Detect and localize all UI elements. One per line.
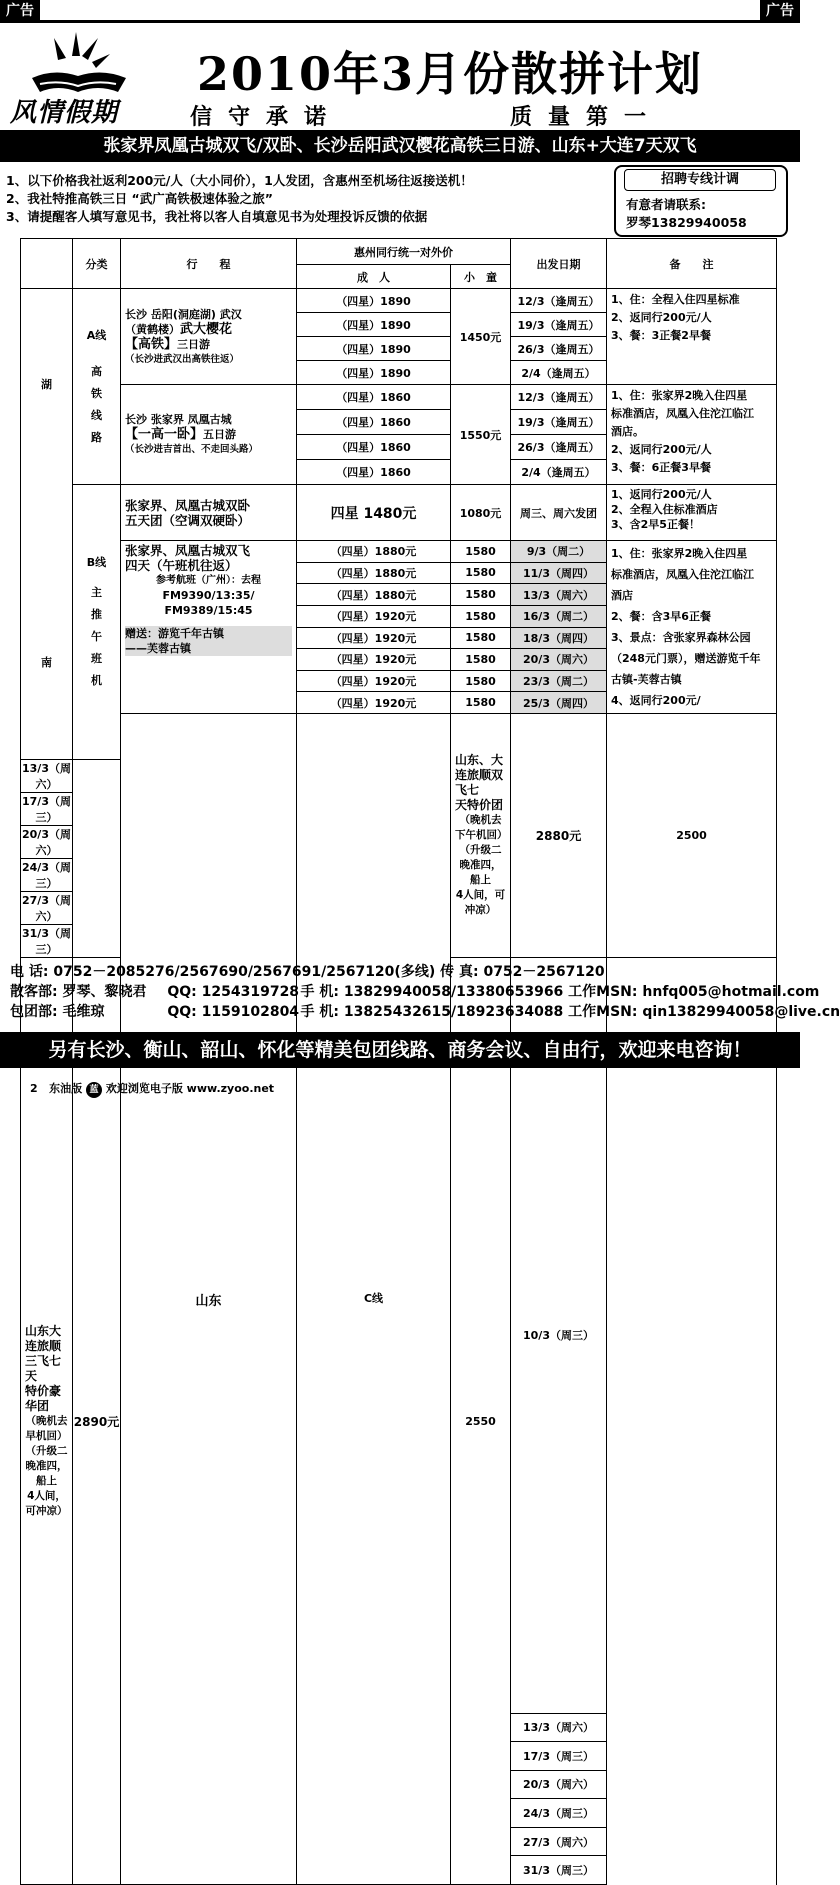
departure-date: 18/3（周四）	[511, 627, 607, 649]
departure-date: 26/3（逢周五）	[511, 435, 607, 460]
flight-info: 参考航班（广州）：去程	[156, 575, 261, 586]
adult-price: （四星）1890	[297, 337, 451, 361]
remark-line: 3、餐：3正餐2早餐	[611, 329, 711, 342]
itinerary-line: 4人间，可冲凉）	[455, 889, 506, 916]
adult-price: （四星）1920元	[297, 627, 451, 649]
contact-dept2-row	[10, 1002, 840, 1022]
remark-line: 2、返同行200元/人	[611, 443, 712, 456]
brand-name: 风情假期	[10, 98, 119, 128]
notes-list	[6, 172, 473, 226]
category-b-sub: 午	[91, 630, 102, 643]
remark-line: 古镇-芙蓉古镇	[611, 673, 682, 686]
category-a-line: A线	[86, 328, 107, 342]
adult-price: （四星）1890	[297, 361, 451, 385]
qq-value: 1254319728	[201, 984, 300, 1000]
child-price: 2500	[607, 714, 777, 958]
flight-info: FM9390/13:35/	[162, 589, 255, 602]
category-b-sub: 主	[91, 586, 102, 599]
gift-line: 赠送：游览千年古镇	[125, 626, 292, 641]
itinerary-line: （晚机去早机回）	[25, 1414, 68, 1442]
flight-info: FM9389/15:45	[164, 604, 253, 617]
site-link[interactable]: 欢迎浏览电子版 www.zyoo.net	[105, 1082, 275, 1095]
child-price: 1450元	[451, 289, 511, 385]
page-number: 2	[30, 1082, 38, 1095]
category-c: C线	[297, 714, 451, 1885]
page-title: 2010年3月份散拼计划	[196, 47, 704, 101]
recruit-contact: 罗琴13829940058	[626, 215, 747, 230]
departure-date: 16/3（周二）	[511, 605, 607, 627]
departure-date: 19/3（逢周五）	[511, 313, 607, 337]
adult-price: （四星）1920元	[297, 670, 451, 692]
remark-line: 3、含2早5正餐！	[611, 518, 700, 531]
remark-a1	[607, 289, 777, 385]
qq-value: 1159102804	[201, 1004, 300, 1020]
category-b	[73, 485, 121, 760]
remark-line: 3、餐：6正餐3早餐	[611, 461, 711, 474]
departure-date: 25/3（周四）	[511, 692, 607, 714]
ad-tag-right: 广告	[760, 0, 800, 22]
note-item: 1、以下价格我社返利200元/人（大小同价），1人发团，含惠州至机场往返接送机！	[6, 173, 473, 188]
itinerary-line: （晚机去下午机回）	[455, 814, 508, 841]
tel-value: 0752－2085276/2567690/2567691/2567120(多线)	[53, 964, 436, 980]
itinerary-a1	[121, 289, 297, 385]
header-remark: 备 注	[607, 239, 777, 289]
adult-price: （四星）1920元	[297, 692, 451, 714]
departure-date: 13/3（周六）	[21, 760, 73, 793]
msn-value[interactable]: qin13829940058@live.cn	[642, 1004, 840, 1020]
child-price: 1580	[451, 562, 511, 584]
departure-date: 20/3（周六）	[511, 1770, 607, 1799]
note-item: 3、请提醒客人填写意见书，我社将以客人自填意见书为处理投诉反馈的依据	[6, 209, 428, 224]
child-price: 1580	[451, 627, 511, 649]
itinerary-line: （长沙进吉首出、不走回头路）	[125, 444, 259, 455]
remark-line: 1、返同行200元/人	[611, 488, 712, 501]
departure-date: 周三、周六发团	[511, 485, 607, 541]
category-a	[73, 289, 121, 485]
fax-value: 0752－2567120	[483, 964, 605, 980]
header-itinerary: 行 程	[121, 239, 297, 289]
departure-date: 24/3（周三）	[21, 859, 73, 892]
mobile-value: 13829940058/13380653966	[343, 984, 564, 1000]
fax-label: 传 真:	[440, 964, 479, 980]
departure-date: 26/3（逢周五）	[511, 337, 607, 361]
top-rule	[0, 20, 800, 23]
itinerary-line: 五天团（空调双硬卧）	[125, 512, 251, 528]
adult-price: 2890元	[73, 958, 121, 1885]
adult-price: 2880元	[511, 714, 607, 958]
motto-quality: 质量第一	[510, 104, 663, 130]
itinerary-line: 长沙 张家界 凤凰古城	[125, 413, 232, 426]
itinerary-b1	[121, 485, 297, 541]
itinerary-line: 张家界、凤凰古城双飞	[125, 543, 251, 558]
mobile-label: 手 机:	[300, 1004, 339, 1020]
contact-block	[10, 962, 840, 1022]
category-b-sub: 机	[91, 674, 102, 687]
remark-line: 3、景点：含张家界森林公园	[611, 631, 751, 644]
qq-label: QQ:	[167, 984, 197, 1000]
header-date: 出发日期	[511, 239, 607, 289]
adult-price: （四星）1920元	[297, 605, 451, 627]
departure-date: 2/4（逢周五）	[511, 460, 607, 485]
departure-date: 17/3（周三）	[21, 793, 73, 826]
child-price: 2550	[451, 958, 511, 1885]
adult-price: （四星）1890	[297, 313, 451, 337]
itinerary-highlight: 【一高一卧】	[125, 427, 204, 442]
departure-date: 13/3（周六）	[511, 584, 607, 606]
remark-line: 4、返同行200元/	[611, 694, 701, 707]
adult-price: （四星）1880元	[297, 584, 451, 606]
category-a-sub: 路	[91, 430, 102, 444]
departure-date: 12/3（逢周五）	[511, 385, 607, 410]
mobile-value: 13825432615/18923634088	[343, 1004, 564, 1020]
recruit-line: 有意者请联系:	[626, 197, 706, 212]
remark-b1	[607, 485, 777, 541]
header-blank	[21, 239, 73, 289]
ad-tag-left: 广告	[0, 0, 40, 22]
departure-date: 13/3（周六）	[511, 1713, 607, 1742]
page-footer	[30, 1080, 274, 1098]
remark-line: 2、全程入住标准酒店	[611, 503, 718, 516]
category-a-sub: 高	[91, 364, 102, 378]
itinerary-line: 五日游	[203, 428, 237, 441]
itinerary-line: 天特价团	[455, 798, 504, 812]
edition-badge-icon: 蓝	[86, 1082, 102, 1098]
departure-date: 9/3（周二）	[511, 541, 607, 563]
region-hunan	[21, 289, 73, 760]
dept-label: 散客部:	[10, 984, 58, 1000]
itinerary-line: 四天（午班机往返）	[125, 558, 238, 573]
adult-price: （四星）1890	[297, 289, 451, 313]
remark-line: 2、餐：含3早6正餐	[611, 610, 711, 623]
itinerary-highlight: 武大樱花	[180, 321, 233, 337]
departure-date: 2/4（逢周五）	[511, 361, 607, 385]
departure-date: 20/3（周六）	[511, 649, 607, 671]
remark-line: （248元门票），赠送游览千年	[611, 652, 761, 665]
departure-date: 17/3（周三）	[511, 1742, 607, 1771]
child-price: 1580	[451, 670, 511, 692]
header-adult: 成 人	[297, 265, 451, 289]
child-price: 1580	[451, 584, 511, 606]
child-price: 1580	[451, 541, 511, 563]
departure-date: 31/3（周三）	[21, 925, 73, 958]
category-a-sub: 铁	[91, 386, 102, 400]
departure-date: 27/3（周六）	[511, 1827, 607, 1856]
remark-line: 1、住：张家界2晚入住四星	[611, 389, 748, 402]
departure-date: 12/3（逢周五）	[511, 289, 607, 313]
header-child: 小 童	[451, 265, 511, 289]
remark-line: 酒店。	[611, 425, 644, 438]
child-price: 1580	[451, 605, 511, 627]
departure-date: 19/3（逢周五）	[511, 410, 607, 435]
itinerary-line: 山东、大连旅顺双飞七	[455, 753, 504, 797]
itinerary-highlight: 【高铁】	[125, 336, 178, 352]
departure-date: 20/3（周六）	[21, 826, 73, 859]
adult-price: （四星）1860	[297, 410, 451, 435]
category-a-sub: 线	[91, 408, 102, 422]
itinerary-a2	[121, 385, 297, 485]
itinerary-line: （黄鹤楼）	[125, 322, 180, 336]
remark-line: 标准酒店，凤凰入住沱江临江	[611, 407, 754, 420]
adult-price: （四星）1860	[297, 385, 451, 410]
departure-date: 10/3（周三）	[511, 958, 607, 1714]
note-item: 2、我社特推高铁三日 “武广高铁极速体验之旅”	[6, 191, 273, 206]
remark-a2	[607, 385, 777, 485]
itinerary-line: 4人间，可冲凉）	[25, 1489, 68, 1517]
remark-b2	[607, 541, 777, 714]
motto-trust: 信守承诺	[190, 104, 343, 130]
departure-date: 24/3（周三）	[511, 1799, 607, 1828]
adult-price: （四星）1920元	[297, 649, 451, 671]
itinerary-line: （长沙进武汉出高铁往返）	[125, 353, 240, 365]
footer-banner: 另有长沙、衡山、韶山、怀化等精美包团线路、商务会议、自由行，欢迎来电咨询！	[0, 1032, 800, 1068]
remark-line: 1、住：全程入住四星标准	[611, 293, 740, 306]
tel-label: 电 话:	[10, 964, 49, 980]
msn-label: 工作MSN:	[568, 984, 638, 1000]
child-price: 1580	[451, 692, 511, 714]
dept-names: 毛维琼	[62, 1004, 105, 1020]
header-price-group: 惠州同行统一对外价	[297, 239, 511, 265]
msn-label: 工作MSN:	[568, 1004, 638, 1020]
adult-price: 四星 1480元	[297, 485, 451, 541]
remark-line: 1、住：张家界2晚入住四星	[611, 547, 748, 560]
remark-line: 酒店	[611, 589, 633, 602]
category-b-line: B线	[86, 556, 107, 569]
itinerary-line: 三日游	[177, 337, 211, 351]
dept-names: 罗琴、黎晓君	[62, 984, 147, 1000]
itinerary-b2	[121, 541, 297, 714]
region-hunan-char: 南	[41, 656, 52, 669]
child-price: 1580	[451, 649, 511, 671]
mobile-label: 手 机:	[300, 984, 339, 1000]
contact-dept1-row	[10, 982, 840, 1002]
departure-date: 11/3（周四）	[511, 562, 607, 584]
route-banner: 张家界凤凰古城双飞/双卧、长沙岳阳武汉樱花高铁三日游、山东+大连7天双飞	[0, 130, 800, 162]
remark-line: 标准酒店，凤凰入住沱江临江	[611, 568, 754, 581]
adult-price: （四星）1860	[297, 460, 451, 485]
child-price: 1550元	[451, 385, 511, 485]
region-shandong: 山东	[121, 714, 297, 1885]
category-b-sub: 推	[91, 608, 102, 621]
recruit-title: 招聘专线计调	[624, 169, 776, 191]
itinerary-c1	[451, 714, 511, 958]
child-price: 1080元	[451, 485, 511, 541]
header-category: 分类	[73, 239, 121, 289]
itinerary-line: 特价豪华团	[25, 1383, 62, 1413]
departure-date: 31/3（周三）	[511, 1856, 607, 1885]
itinerary-line: （升级二晚准四，船上	[25, 1444, 68, 1487]
recruit-box	[614, 165, 788, 237]
itinerary-line: 山东大连旅顺三飞七天	[25, 1323, 62, 1383]
itinerary-line: （升级二晚准四，船上	[459, 844, 502, 886]
msn-value[interactable]: hnfq005@hotmail.com	[642, 984, 820, 1000]
departure-date: 23/3（周二）	[511, 670, 607, 692]
qq-label: QQ:	[167, 1004, 197, 1020]
dept-label: 包团部:	[10, 1004, 58, 1020]
edition-label: 东油版	[49, 1082, 83, 1095]
departure-date: 27/3（周六）	[21, 892, 73, 925]
itinerary-line: 长沙 岳阳(洞庭湖) 武汉	[125, 307, 242, 321]
adult-price: （四星）1880元	[297, 562, 451, 584]
remark-line: 2、返同行200元/人	[611, 311, 712, 324]
region-hunan-char: 湖	[41, 378, 52, 391]
contact-tel-row	[10, 962, 840, 982]
adult-price: （四星）1880元	[297, 541, 451, 563]
gift-line: ——芙蓉古镇	[125, 641, 292, 656]
itinerary-line: 张家界、凤凰古城双卧	[125, 497, 251, 513]
adult-price: （四星）1860	[297, 435, 451, 460]
category-b-sub: 班	[91, 652, 102, 665]
